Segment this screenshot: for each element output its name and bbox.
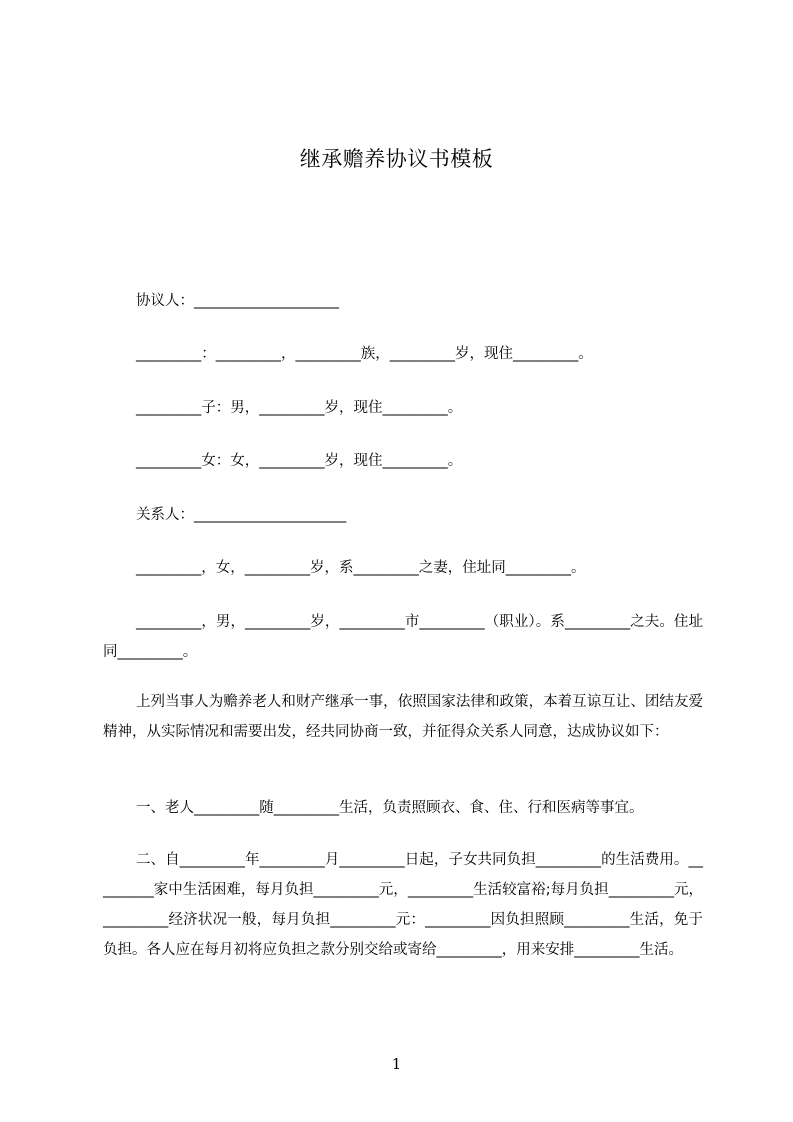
clause-two: 二、自_________年_________月_________日起，子女共同负担_________的生活费用。_________家中生活困难，每月负担_________元，_________生活较富裕;每月负担_________元，_________经济状况一般，每月负担_________元：_________因负担照顾_________生活，免于负担。各人应在每月初将应负担之款分别交给或寄给_________，用来安排_________生活。: [103, 852, 703, 958]
clause-one: 一、老人_________随_________生活，负责照顾衣、食、住、行和医病等事宜。: [136, 800, 644, 816]
wife-info-line: _________，女，_________岁，系_________之妻，住址同_________。: [136, 560, 586, 576]
son-info-line: _________子：男，_________岁，现住_________。: [136, 400, 463, 416]
daughter-info-line: _________女：女，_________岁，现住_________。: [136, 453, 463, 469]
page-number: 1: [391, 1055, 402, 1073]
husband-info-paragraph: _________，男，_________岁，_________市_________（职业）。系_________之夫。住址同_________。: [103, 614, 703, 660]
document-title: 继承赡养协议书模板: [299, 147, 494, 171]
parties-line: 协议人：____________________: [136, 293, 339, 309]
elder-info-line: _________：_________，_________族，_________岁，现住_________。: [136, 346, 593, 362]
preamble-paragraph: 上列当事人为赡养老人和财产继承一事，依照国家法律和政策，本着互谅互让、团结友爱精神，从实际情况和需要出发，经共同协商一致，并征得众关系人同意，达成协议如下：: [103, 694, 703, 740]
related-parties-line: 关系人：_____________________: [136, 507, 347, 523]
